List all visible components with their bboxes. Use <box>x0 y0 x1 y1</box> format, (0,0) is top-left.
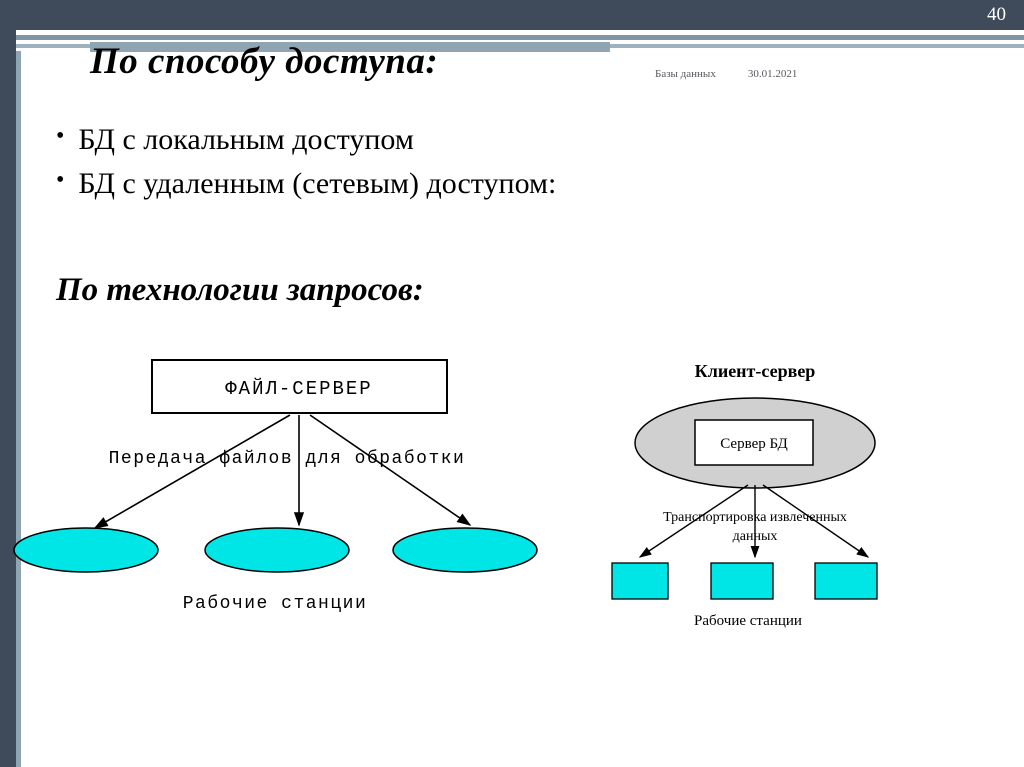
file-server-workstation-3 <box>393 528 537 572</box>
header-subject: Базы данных <box>655 68 716 80</box>
file-server-transfer-label: Передача файлов для обработки <box>108 449 466 469</box>
section-subtitle: По технологии запросов: <box>56 272 424 308</box>
bullet-list <box>56 118 956 205</box>
client-server-workstations-label: Рабочие станции <box>694 613 802 629</box>
file-server-workstation-2 <box>205 528 349 572</box>
bullet-text: БД с локальным доступом <box>78 123 414 156</box>
client-server-workstation-2 <box>711 563 773 599</box>
bullet-dot-icon: • <box>56 123 65 149</box>
file-server-arrow-left <box>95 415 290 528</box>
file-server-workstations-label: Рабочие станции <box>182 594 368 614</box>
file-server-diagram <box>0 335 600 635</box>
client-server-title: Клиент-сервер <box>694 361 816 381</box>
client-server-diagram <box>600 335 970 635</box>
bullet-dot-icon: • <box>56 166 65 193</box>
header-date: 30.01.2021 <box>747 68 798 80</box>
file-server-arrow-right <box>310 415 470 525</box>
list-item <box>56 118 956 162</box>
file-server-workstation-1 <box>14 528 158 572</box>
client-server-db-box-label: Сервер БД <box>720 436 788 452</box>
top-decorative-band <box>0 0 1024 30</box>
list-item <box>56 162 956 206</box>
client-server-transport-label-line1: Транспортировка извлеченных <box>663 510 847 525</box>
diagram-area <box>0 335 1024 665</box>
client-server-transport-label-line2: данных <box>732 529 778 544</box>
client-server-workstation-3 <box>815 563 877 599</box>
bullet-text: БД с удаленным (сетевым) доступом: <box>78 166 557 200</box>
slide-number: 40 <box>987 4 1006 25</box>
page-title: По способу доступа: <box>90 41 439 82</box>
header-meta <box>655 68 915 80</box>
client-server-workstation-1 <box>612 563 668 599</box>
file-server-box-label: ФАЙЛ-СЕРВЕР <box>225 378 373 400</box>
